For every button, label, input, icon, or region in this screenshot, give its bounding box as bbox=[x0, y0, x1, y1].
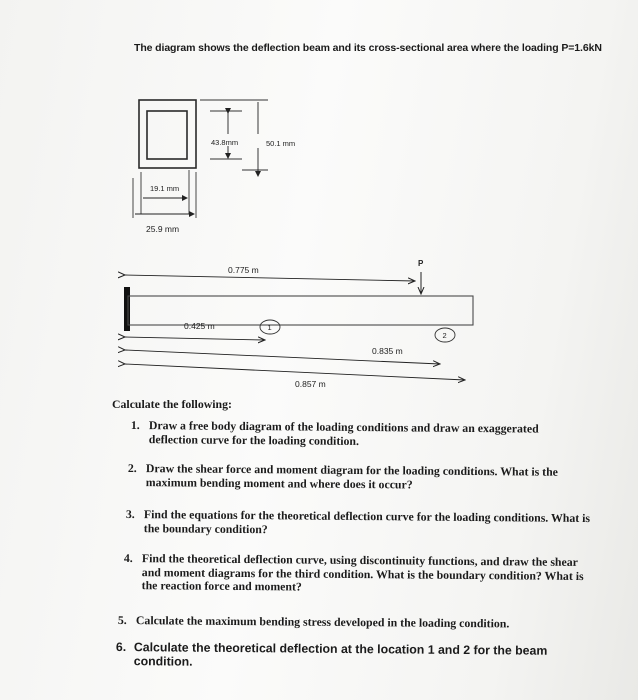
question-2-number: 2. bbox=[127, 461, 137, 476]
beam-figure bbox=[124, 259, 473, 389]
question-5-text: Calculate the maximum bending stress developed in the loading condition. bbox=[135, 613, 510, 631]
dim-0775-line bbox=[125, 275, 415, 281]
question-1-text: Draw a free body diagram of the loading conditions and draw an exaggerated deflection curve for the loading condition. bbox=[148, 418, 539, 448]
label-inner-width: 19.1 mm bbox=[150, 184, 180, 193]
label-inner-height: 43.8mm bbox=[211, 138, 239, 147]
question-3-text: Find the equations for the theoretical deflection curve for the loading conditions. What is the boundary condition? bbox=[143, 507, 591, 536]
label-0425: 0.425 m bbox=[184, 321, 215, 331]
label-0857: 0.857 m bbox=[295, 379, 326, 389]
problem-statement: The diagram shows the deflection beam and its cross-sectional area where the loading P=1.6kN bbox=[134, 42, 602, 54]
question-4-number: 4. bbox=[123, 551, 133, 566]
question-6-number: 6. bbox=[115, 640, 127, 655]
label-0835: 0.835 m bbox=[372, 346, 403, 356]
label-outer-width: 25.9 mm bbox=[146, 224, 180, 234]
fixed-support bbox=[124, 287, 130, 331]
question-3-number: 3. bbox=[125, 507, 135, 522]
question-1-number: 1. bbox=[130, 418, 140, 433]
label-0775: 0.775 m bbox=[228, 265, 259, 275]
point-1-label: 1 bbox=[267, 323, 272, 332]
question-5-number: 5. bbox=[117, 613, 127, 628]
label-outer-height: 50.1 mm bbox=[266, 139, 296, 148]
question-4-text: Find the theoretical deflection curve, using discontinuity functions, and draw the shear and moment diagrams for the third condition. What is the boundary condition? What is the reaction force and moment? bbox=[141, 551, 584, 594]
question-6-text: Calculate the theoretical deflection at the location 1 and 2 for the beam condition. bbox=[133, 640, 548, 669]
beam-body bbox=[128, 296, 473, 325]
calc-heading: Calculate the following: bbox=[112, 397, 232, 411]
section-inner-box bbox=[147, 111, 187, 159]
dim-0857-line bbox=[125, 364, 465, 380]
point-2-label: 2 bbox=[442, 331, 447, 340]
dim-0425-line bbox=[125, 337, 265, 340]
question-2-text: Draw the shear force and moment diagram for the loading conditions. What is the maximum bending moment and where does it occur? bbox=[145, 461, 559, 491]
load-label: P bbox=[418, 259, 424, 268]
cross-section bbox=[133, 100, 295, 234]
